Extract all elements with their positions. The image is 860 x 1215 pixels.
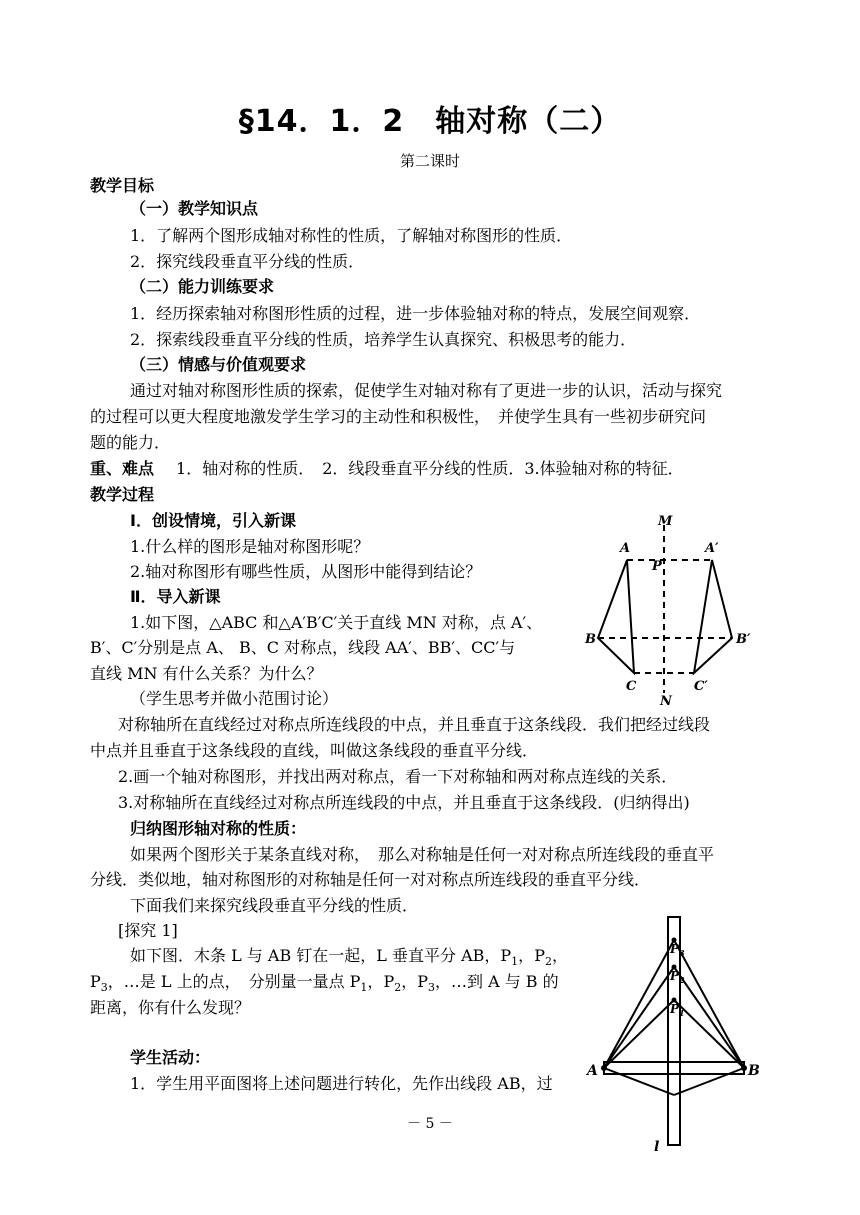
ability-heading: （二）能力训练要求 — [130, 277, 275, 296]
conclusion-line-4: 3.对称轴所在直线经过对称点所连线段的中点，并且垂直于这条线段．(归纳得出) — [118, 793, 690, 812]
label-a: A — [620, 541, 631, 556]
label-c-prime: C′ — [694, 679, 708, 694]
knowledge-item-1: 1．了解两个图形成轴对称性的性质，了解轴对称图形的性质． — [130, 226, 573, 245]
property-line-3: 下面我们来探究线段垂直平分线的性质． — [130, 896, 419, 915]
goals-heading: 教学目标 — [90, 176, 155, 195]
question-1: 1.什么样的图形是轴对称图形呢？ — [130, 537, 370, 556]
label-a: A — [587, 1063, 598, 1079]
section-2-heading: Ⅱ．导入新课 — [130, 587, 221, 606]
knowledge-heading: （一）教学知识点 — [130, 199, 259, 218]
explore-line-3: 距离，你有什么发现？ — [90, 998, 251, 1017]
section-1-heading: Ⅰ．创设情境，引入新课 — [130, 511, 296, 530]
label-p2: $P_2$ — [670, 969, 685, 985]
knowledge-item-2: 2．探究线段垂直平分线的性质． — [130, 252, 365, 271]
conclusion-line-1: 对称轴所在直线经过对称点所连线段的中点，并且垂直于这条线段．我们把经过线段 — [118, 715, 711, 734]
process-heading: 教学过程 — [90, 485, 155, 504]
label-m: M — [658, 515, 673, 529]
triangle-abc-prime — [694, 560, 732, 673]
label-l: l — [654, 1139, 660, 1155]
intro-line-3: 直线 MN 有什么关系？为什么？ — [90, 664, 323, 683]
page-number: － 5 － — [407, 1116, 453, 1132]
conclusion-line-2: 中点并且垂直于这条线段的直线，叫做这条线段的垂直平分线． — [90, 741, 539, 760]
label-b-prime: B′ — [736, 632, 751, 647]
ability-item-1: 1．经历探索轴对称图形性质的过程，进一步体验轴对称的特点，发展空间观察． — [130, 304, 701, 323]
intro-line-4: （学生思考并做小范围讨论） — [130, 689, 339, 708]
intro-line-2: B′、C′分别是点 A、 B、C 对称点，线段 AA′、BB′、CC′与 — [90, 638, 516, 657]
emotion-paragraph-line-1: 通过对轴对称图形性质的探索，促使学生对轴对称有了更进一步的认识，活动与探究 — [130, 381, 723, 400]
explore-line-2: $P_3$，…是 L 上的点， 分别量一量点 $P_1$，$P_2$，$P_3$，…到 A 与 B 的 — [90, 972, 559, 995]
key-points-text: 1．轴对称的性质． 2．线段垂直平分线的性质．3.体验轴对称的特征． — [176, 459, 684, 478]
property-heading: 归纳图形轴对称的性质： — [130, 819, 307, 838]
label-b: B — [748, 1063, 760, 1079]
key-points-label: 重、难点 — [90, 459, 155, 478]
key-points-line — [90, 458, 684, 480]
question-2: 2.轴对称图形有哪些性质，从图形中能得到结论？ — [130, 562, 482, 581]
label-a-prime: A′ — [705, 541, 719, 556]
label-p: P — [652, 559, 662, 574]
label-c: C — [626, 679, 637, 694]
page-title: §14．1．2 轴对称（二） — [238, 104, 622, 139]
symmetric-triangles-figure — [582, 515, 782, 705]
property-line-2: 分线．类似地，轴对称图形的对称轴是任何一对对称点所连线段的垂直平分线． — [90, 870, 651, 889]
explore-line-1: 如下图．木条 L 与 AB 钉在一起，L 垂直平分 AB，$P_1$，$P_2$， — [130, 946, 568, 969]
activity-line-1: 1．学生用平面图将上述问题进行转化，先作出线段 AB，过 — [130, 1074, 553, 1093]
triangle-abc — [598, 560, 634, 673]
explore-heading: [探究 1] — [118, 921, 178, 940]
emotion-heading: （三）情感与价值观要求 — [130, 355, 307, 374]
activity-heading: 学生活动： — [130, 1048, 211, 1067]
subtitle: 第二课时 — [399, 152, 460, 170]
label-n: N — [660, 694, 672, 705]
ability-item-2: 2．探索线段垂直平分线的性质，培养学生认真探究、积极思考的能力． — [130, 330, 637, 349]
emotion-paragraph-line-3: 题的能力． — [90, 433, 171, 452]
property-line-1: 如果两个图形关于某条直线对称， 那么对称轴是任何一对对称点所连线段的垂直平 — [130, 845, 715, 864]
emotion-paragraph-line-2: 的过程可以更大程度地激发学生学习的主动性和积极性， 并使学生具有一些初步研究问 — [90, 407, 707, 426]
label-p3: $P_3$ — [670, 942, 685, 958]
intro-line-1: 1.如下图，△ABC 和△A′B′C′关于直线 MN 对称，点 A′、 — [130, 613, 543, 632]
label-b: B — [585, 632, 596, 647]
conclusion-line-3: 2.画一个轴对称图形，并找出两对称点，看一下对称轴和两对称点连线的关系． — [118, 767, 678, 786]
strip-ab — [604, 1062, 744, 1074]
label-p1: $P_1$ — [670, 1002, 685, 1018]
